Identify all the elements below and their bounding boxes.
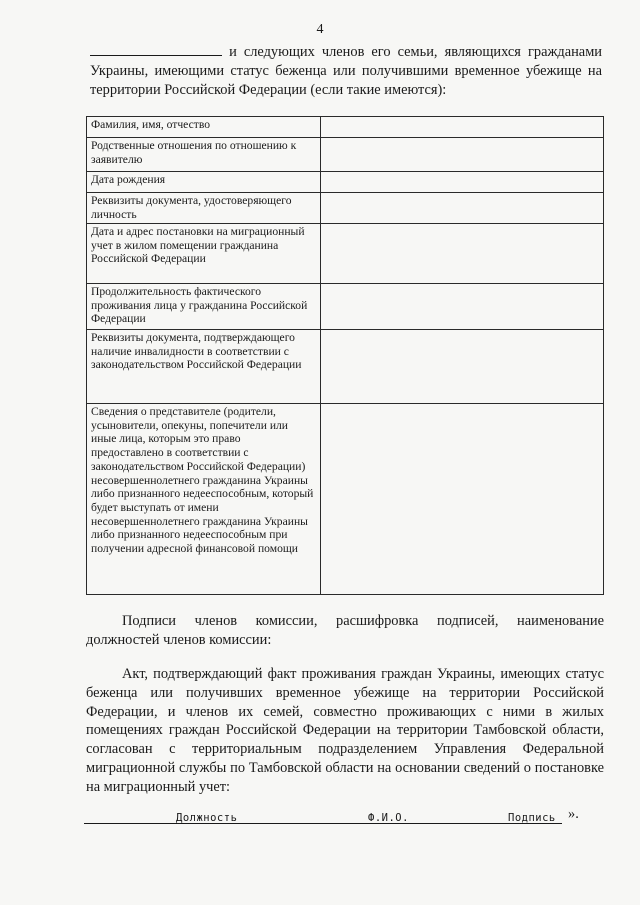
blank-field [90,43,222,56]
table-row [87,224,604,284]
table-row [87,172,604,193]
row-value [321,138,604,172]
row-label: Сведения о представителе (родители, усыновители, опекуны, попечители или иные лица, которым это право предоставлено в соответствии с законодательством Российской Федерации) несовершеннолетнего гражданина Украины либо признанного недееспособным, который будет выступать от имени несовершеннолетнего гражданина Украины либо признанного недееспособным при получении адресной финансовой помощи [87,404,321,595]
row-value [321,172,604,193]
closing-quote: ». [568,806,579,822]
table-row [87,193,604,224]
row-value [321,193,604,224]
table-row [87,138,604,172]
row-value [321,284,604,330]
signature-caption: Подпись [508,812,556,824]
table-row [87,117,604,138]
row-value [321,330,604,404]
page-number: 4 [316,22,324,37]
name-caption: Ф.И.О. [368,812,409,824]
row-label: Фамилия, имя, отчество [87,117,321,138]
table-row [87,284,604,330]
intro-paragraph [90,43,602,100]
signatures-paragraph: Подписи членов комиссии, расшифровка подписей, наименование должностей членов комиссии: [86,613,604,648]
row-label: Родственные отношения по отношению к заявителю [87,138,321,172]
table-row [87,404,604,595]
row-label: Продолжительность фактического проживания лица у гражданина Российской Федерации [87,284,321,330]
signature-line [84,823,562,824]
row-value [321,224,604,284]
intro-text: и следующих членов его семьи, являющихся гражданами Украины, имеющими статус беженца или получившими временное убежище на территории Российской Федерации (если такие имеются): [90,44,602,98]
row-label: Дата и адрес постановки на миграционный учет в жилом помещении гражданина Российской Федерации [87,224,321,284]
table-row [87,330,604,404]
row-value [321,404,604,595]
row-label: Реквизиты документа, подтверждающего наличие инвалидности в соответствии с законодательством Российской Федерации [87,330,321,404]
row-value [321,117,604,138]
act-paragraph: Акт, подтверждающий факт проживания граждан Украины, имеющих статус беженца или получивших временное убежище на территории Российской Федерации, и членов их семей, совместно проживающих с ними в жилых помещениях граждан Российской Федерации на территории Тамбовской области, согласован с территориальным подразделением Управления Федеральной миграционной службы по Тамбовской области на основании сведений о постановке на миграционный учет: [86,666,604,795]
position-caption: Должность [176,812,238,824]
row-label: Дата рождения [87,172,321,193]
family-members-table [86,116,604,595]
row-label: Реквизиты документа, удостоверяющего личность [87,193,321,224]
